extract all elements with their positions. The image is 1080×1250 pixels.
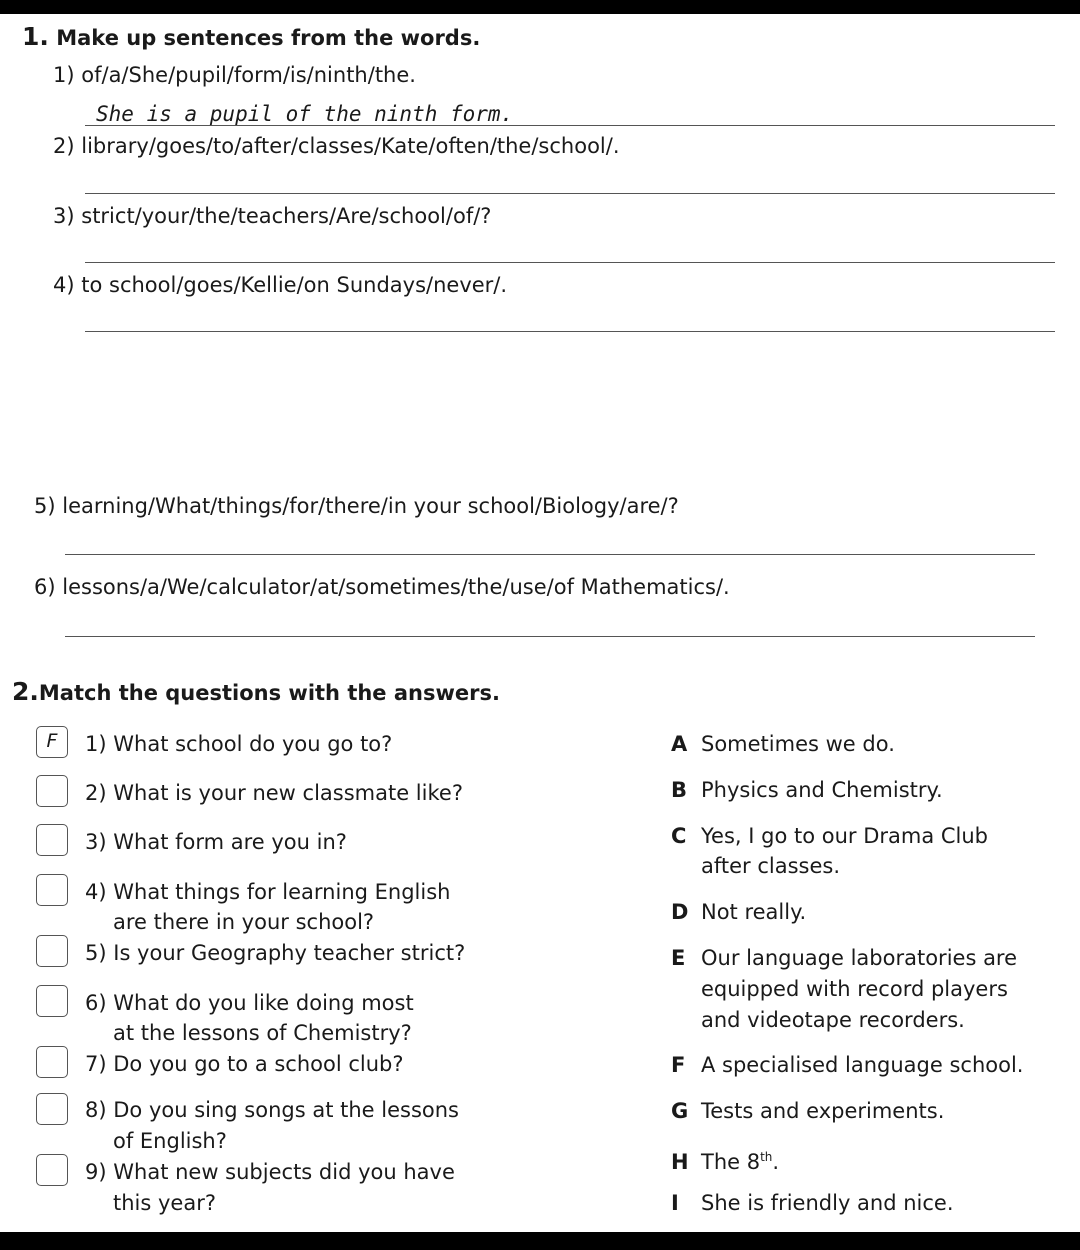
task1-number: 1. [22,22,49,51]
answer-text: Tests and experiments. [701,1099,945,1123]
question-9-line-2: this year? [113,1191,216,1215]
answer-superscript: th [760,1150,773,1164]
item-label: 5) [34,494,56,518]
question-label: 3) [85,830,107,854]
question-label: 5) [85,941,107,965]
question-4 [85,879,450,905]
question-6-line-2: at the lessons of Chemistry? [113,1021,412,1045]
task1-item-2 [53,133,620,159]
answer-letter: I [671,1191,679,1215]
question-label: 8) [85,1098,107,1122]
answer-letter: C [671,824,687,848]
answer-box-8[interactable] [36,1093,68,1125]
question-text: Is your Geography teacher strict? [113,941,466,965]
answer-I [671,1190,954,1216]
item-words: learning/What/things/for/there/in your school/Biology/are/? [62,494,679,518]
task2-title: Match the questions with the answers. [38,681,500,705]
answer-box-6[interactable] [36,985,68,1017]
item-words: library/goes/to/after/classes/Kate/often/the/school/. [81,134,620,158]
answer-text: A specialised language school. [701,1053,1024,1077]
answer-letter: A [671,732,688,756]
question-8-line-2: of English? [113,1129,227,1153]
task1-title: Make up sentences from the words. [56,26,481,50]
answer-text: The 8 [701,1150,761,1174]
answer-letter: G [671,1099,689,1123]
answer-box-5[interactable] [36,935,68,967]
task1-item-1 [53,62,416,88]
answer-E-line-2: equipped with record players [701,977,1008,1001]
bottom-black-bar [0,1232,1080,1250]
item-words: to school/goes/Kellie/on Sundays/never/. [81,273,508,297]
answer-C-line-2: after classes. [701,854,841,878]
answer-box-7[interactable] [36,1046,68,1078]
answer-line-5[interactable] [65,554,1035,555]
question-text: What do you like doing most [113,991,414,1015]
question-text: What school do you go to? [113,732,393,756]
answer-G [671,1098,944,1124]
item-words: strict/your/the/teachers/Are/school/of/? [81,204,492,228]
answer-box-1[interactable]: F [36,726,68,758]
question-4-line-2: are there in your school? [113,910,375,934]
item-label: 1) [53,63,75,87]
item-label: 2) [53,134,75,158]
answer-D [671,899,806,925]
item-label: 4) [53,273,75,297]
task2-number: 2. [12,677,39,706]
question-2 [85,780,463,806]
task2-heading [12,679,500,706]
question-label: 2) [85,781,107,805]
task1-heading [22,24,480,51]
question-label: 4) [85,880,107,904]
answer-text: Not really. [701,900,807,924]
item-words: lessons/a/We/calculator/at/sometimes/the/use/of Mathematics/. [62,575,730,599]
question-label: 1) [85,732,107,756]
question-3 [85,829,347,855]
answer-text: Sometimes we do. [701,732,895,756]
question-6 [85,990,414,1016]
item-words: of/a/She/pupil/form/is/ninth/the. [81,63,416,87]
answer-text: Our language laboratories are [701,946,1018,970]
answer-E [671,945,1017,971]
answer-letter: E [671,946,686,970]
answer-letter: F [671,1053,686,1077]
question-1 [85,731,392,757]
answer-text: She is friendly and nice. [701,1191,954,1215]
answer-box-4[interactable] [36,874,68,906]
item-1-answer[interactable]: She is a pupil of the ninth form. [96,102,514,126]
question-text: What new subjects did you have [113,1160,455,1184]
question-label: 6) [85,991,107,1015]
answer-E-line-3: and videotape recorders. [701,1008,965,1032]
answer-B [671,777,943,803]
answer-text: Yes, I go to our Drama Club [701,824,989,848]
task1-item-3 [53,203,491,229]
answer-F [671,1052,1023,1078]
question-text: Do you go to a school club? [113,1052,404,1076]
question-text: Do you sing songs at the lessons [113,1098,459,1122]
question-7 [85,1051,404,1077]
answer-line-3[interactable] [85,262,1055,263]
task1-item-4 [53,272,507,298]
answer-line-4[interactable] [85,331,1055,332]
answer-text: Physics and Chemistry. [701,778,943,802]
answer-box-2[interactable] [36,775,68,807]
item-label: 6) [34,575,56,599]
task1-item-5 [34,493,679,519]
question-8 [85,1097,459,1123]
question-label: 9) [85,1160,107,1184]
item-label: 3) [53,204,75,228]
question-text: What is your new classmate like? [113,781,463,805]
answer-letter: H [671,1150,689,1174]
answer-box-3[interactable] [36,824,68,856]
answer-line-2[interactable] [85,193,1055,194]
question-text: What form are you in? [113,830,347,854]
answer-A [671,731,895,757]
question-label: 7) [85,1052,107,1076]
answer-letter: D [671,900,689,924]
answer-suffix: . [772,1150,780,1174]
question-text: What things for learning English [113,880,451,904]
question-9 [85,1159,455,1185]
answer-C [671,823,988,849]
task1-item-6 [34,574,730,600]
answer-line-1 [85,125,1055,126]
answer-H [671,1144,779,1175]
answer-box-9[interactable] [36,1154,68,1186]
top-black-bar [0,0,1080,14]
answer-letter: B [671,778,688,802]
answer-line-6[interactable] [65,636,1035,637]
question-5 [85,940,465,966]
